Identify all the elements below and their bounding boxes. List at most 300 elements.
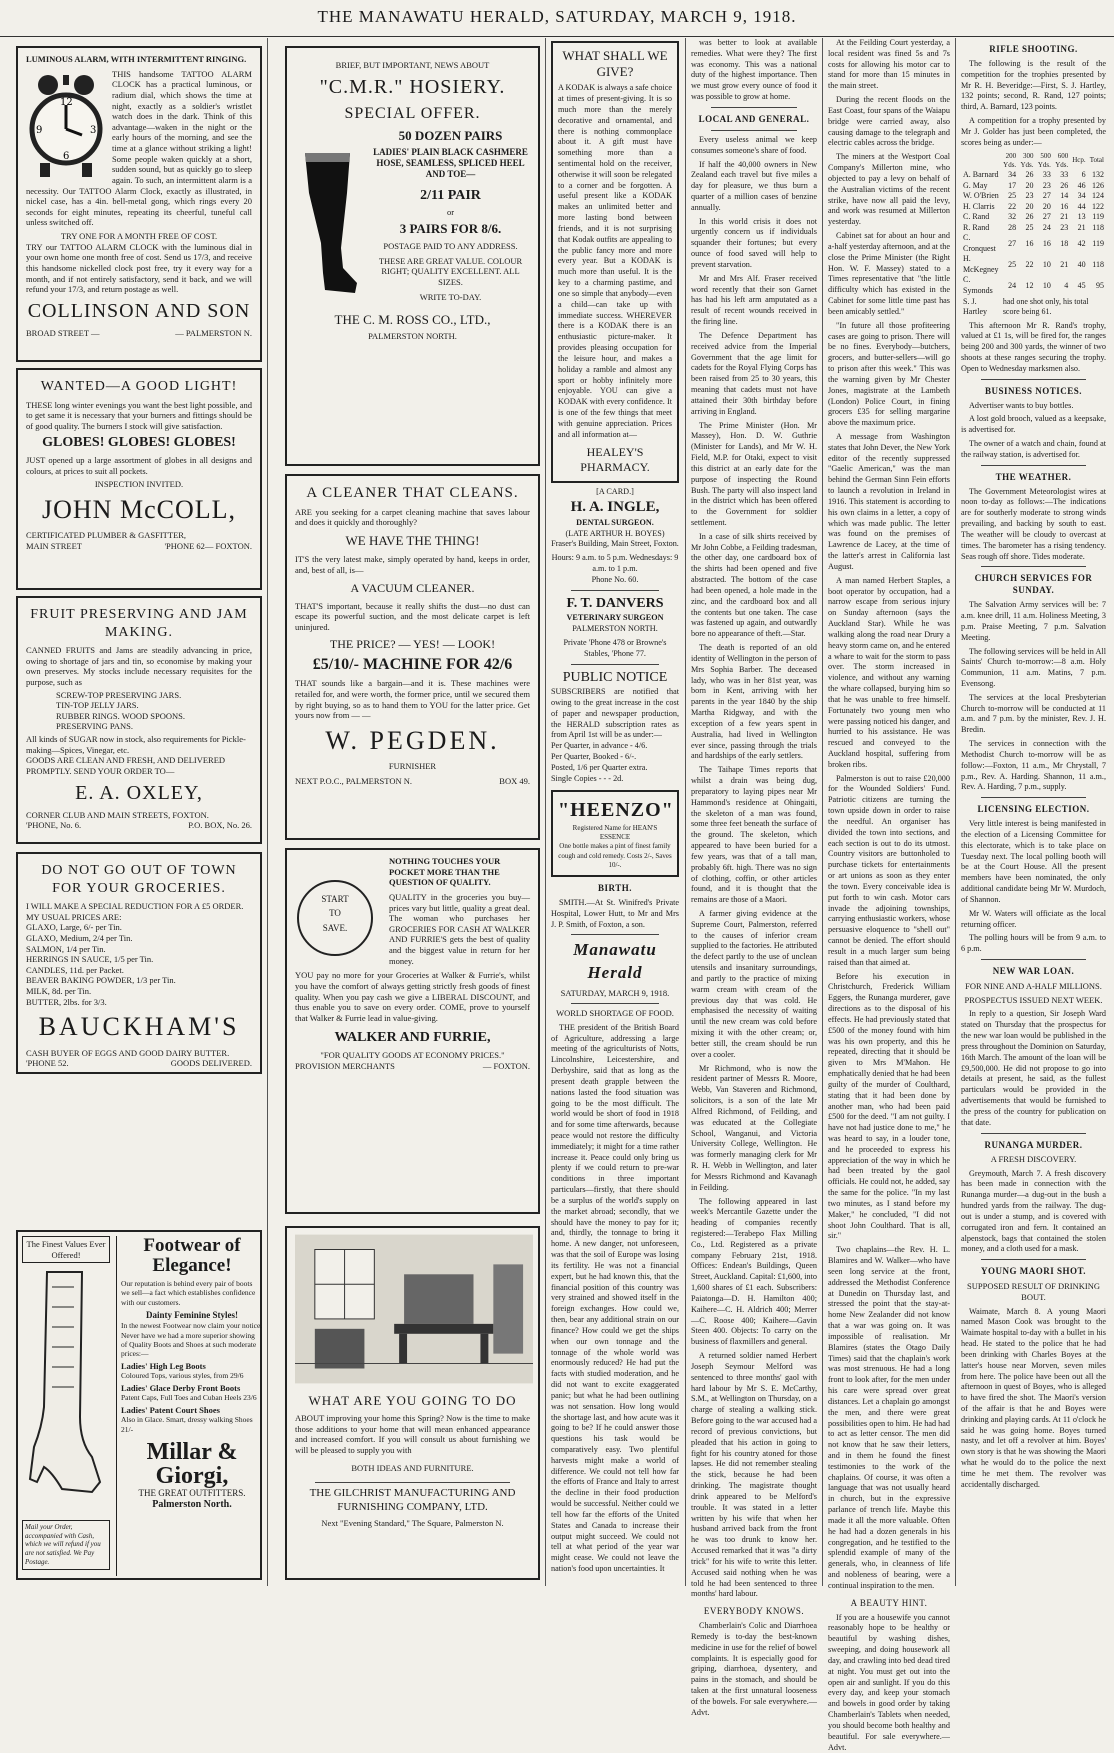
ad-body: A KODAK is always a safe choice at times of present-giving. It is so much more than the merely decorative and ornamental, and there is nothing commonplace about it. A gift must have something more than a sentimental hold on the receiver, otherwise it will soon be relegated to a corner and be forgotten. A useful present like a KODAK makes an unlimited better and more lasting bond between friends, and it is not surprising that Kodak outfits are appealing to the public fancy more and more every year. But a KODAK is much more than useful. It is the key to a charming pastime, and one so simple that anybody—even a child—can take up with immediate success. WHEREVER there is a KODAK there is an enthusiastic picture-maker. It provides pleasing occupation for the leisure hour, and makes a holiday a ramble and almost any sport or hobby infinitely more enjoyable. YOU can give a KODAK with every confidence. It is one of the few things that meet with genuine appreciation. Prices and all information at— [558, 83, 672, 439]
svg-text:6: 6 [63, 150, 70, 162]
table-cell: C. Cronquest [963, 233, 996, 253]
article-paragraph: In reply to a question, Sir Joseph Ward stated on Thursday that the prospectus for the new war loan would be published in the press throughout the Dominion on Saturday, 16th March. The amount of the loan will be £9,500,000. He did not propose to go into details at present, he said, as the fullest particulars would be provided in the advertisements that would be furnished to the press of the country for publication on that date. [961, 1009, 1107, 1127]
ad-write: WRITE TO-DAY. [419, 291, 482, 302]
ad-price: £5/10/- MACHINE FOR 42/6 [312, 656, 513, 674]
column-rule [685, 38, 686, 1586]
ad-body: QUALITY in the groceries you buy—prices vary but little, quality a great deal. The woman who purchases her GROCERIES FOR CASH AT WALKER AND FURRIE'S gets the best of quality and the biggest value in return for her money. [389, 891, 530, 966]
card-address: Fraser's Building, Main Street, Foxton. [551, 539, 679, 549]
ad-both: BOTH IDEAS AND FURNITURE. [351, 1463, 474, 1474]
ad-firm: Millar & [146, 1439, 238, 1466]
article-paragraph: The Government Meteorologist wires at noon to-day as follows:—The indications are for southerly moderate to strong winds prevailing, and backing by south to east. The weather will be cloudy to overcast at times. The barometer has a rising tendency. Seas rough off shore. Tides moderate. [961, 486, 1106, 561]
ad-firm: W. PEGDEN. [325, 725, 500, 755]
ad-dozen: 50 DOZEN PAIRS [398, 127, 503, 143]
badge-text: SAVE. [322, 922, 348, 933]
table-cell: 32 [1008, 212, 1017, 222]
ad-title: "C.M.R." HOSIERY. [319, 75, 506, 98]
table-cell: 25 [1008, 191, 1017, 201]
card-title: VETERINARY SURGEON [566, 613, 664, 623]
svg-text:12: 12 [60, 96, 73, 108]
table-cell: 20 [1042, 201, 1051, 211]
table-cell: 21 [1060, 212, 1069, 222]
article-subheading: PROSPECTUS ISSUED NEXT WEEK. [964, 995, 1103, 1006]
column-3 [551, 38, 679, 1583]
heenzo-advertisement [551, 790, 679, 877]
dentist-card [551, 487, 679, 586]
table-cell: 25 [1025, 222, 1034, 232]
room-interior-icon [295, 1234, 533, 1384]
column-4 [691, 38, 817, 1717]
newspaper-date: SATURDAY, MARCH 9, 1918. [560, 988, 670, 999]
article-paragraph: THE president of the British Board of Agriculture, addressing a large meeting of the agriculturists of Notts, Lincolnshire, Leicestershire, and Derbyshire, said that as long as the present death grapple between the nations lasted the food situation was going to be the most difficult. The world would be short of food in 1918 and for some time afterwards, because peace would not restore the difficulty immediately; it might for a time rather increase it. Peace could only bring us plenty if we could return to pre-war conditions in three important particulars—firstly, that there should be a surplus of the world's supply on the market abroad; secondly, that we should have the money to pay for it; and, thirdly, the tonnage to bring it home. A new danger, not unforeseen, was that the soil of Europe was losing its fertility. He was not a financial expert, but he had known this, that the financial position of this country was very strained and showed itself in the foreign exchanges. How could we, then, bear any additional strain on our finance? How could we get the ships when our own tonnage and the tonnage of the whole world was enormously reduced? He had put the facts with studied moderation, and he did not want to excite exaggerated panic; but what he had been outlining was not sensation. How long would the shortage last, and how acute was it going to be? If he could answer those questions his task would be comparatively easy. Two plentiful harvests might make a world of difference. We could not tell how far the efforts of France and Italy to arrest the decline in their food production would be successful. Neither could we tell how far the efforts of the United States and Canada to increase their output might succeed. We could not tell at what period of the year war might cease. We could not leave the nation's food upon uncertainties. It [551, 1022, 679, 1574]
ad-left: 'PHONE 52. [26, 1058, 69, 1069]
table-cell: 14 [1060, 191, 1069, 201]
ad-inspection: INSPECTION INVITED. [94, 479, 184, 490]
ad-title: WHAT ARE YOU GOING TO DO [308, 1392, 517, 1408]
table-header: 500 Yds. [1037, 151, 1051, 169]
table-header: 200 Yds. [1003, 151, 1017, 169]
table-row [961, 275, 1106, 296]
article-paragraph: In a case of silk shirts received by Mr John Cobbe, a Feilding tradesman, the other day, one cardboard box of the shirts had been opened and five abstracted. The bottom of the case had been opened, a hole made in the zinc, and the cardboard box and all the contents but one taken. The case was fastened up again, and outwardly bore no appearance of theft.—Star. [691, 531, 817, 639]
table-cell: 26 [1060, 180, 1069, 190]
column-rule [822, 38, 823, 1586]
column-rule [267, 38, 268, 1586]
section-heading: RIFLE SHOOTING. [989, 44, 1078, 54]
ad-title: Footwear of [143, 1235, 241, 1256]
table-cell: W. O'Brien [963, 191, 999, 201]
ad-firm: THE GILCHRIST MANUFACTURING AND FURNISHING COMPANY, LTD. [309, 1487, 516, 1513]
article-paragraph: The Salvation Army services will be: 7 a.m. knee drill, 11 a.m. Holiness Meeting, 3 p.m. Praise Meeting, 7 p.m. Salvation Meeting. [961, 600, 1106, 642]
article-paragraph: A lost gold brooch, valued as a keepsake, is advertised for. [961, 414, 1106, 435]
article-paragraph: The Taihape Times reports that whilst a drain was being dug, preparatory to laying pipes near Mr Hammond's residence at Ohingaiti, the skeleton of a man was found, some three feet beneath the surface of the ground. The skeleton, which appeared to have been buried for a few years, was that of a tall man, probably 6ft. high. There was no sign of clothing, coffin, or other articles found, and it is thought that the remains are those of a Maori. [691, 765, 817, 905]
column-rule [545, 38, 546, 1586]
table-cell: 23 [1042, 180, 1051, 190]
ad-or: or [446, 207, 455, 218]
table-cell: 6 [1081, 169, 1086, 179]
table-cell: 23 [1060, 222, 1069, 232]
ad-item: SCREW-TOP PRESERVING JARS. [56, 689, 182, 700]
ad-heading: Ladies' High Leg Boots [121, 1360, 206, 1371]
ad-item: PRESERVING PANS. [56, 721, 133, 732]
article-paragraph: Two chaplains—the Rev. H. L. Blamires and W. Walker—who have seen long service at the front, addressed the Methodist Conference at Dunedin on Thursday last, and stressed the point that the stay-at-home New Zealander did not know that a war was going on. It was impossible of realisation. Mr Blamires (states the Otago Daily Times) said that the chaplain's work was most strenuous. He had a long front to look after, for the men under his care were spread over great distances. Let a chaplain go amongst the men, and there were great possibilities open to him. He had had to act as letter censor. The men did not know that he saw their letters, and in them he found the finest testimonies to the work of the chaplains. Of course, it was often a language that was not usually heard in church, but in the expressive parlance of trench life. Maybe this made it all the more valuable. Often he had had a dozen generals in his congregation, and he testified to the splendid example of many of the generals, who, in cleanness of life and nobleness of bearing, were a continual inspiration to the men. [828, 1245, 950, 1590]
ad-left: 'PHONE, No. 6. [26, 820, 82, 831]
ad-intro: I WILL MAKE A SPECIAL REDUCTION FOR A £5 ORDER. MY USUAL PRICES ARE: [26, 901, 244, 922]
ad-right: BOX 49. [499, 776, 530, 786]
stocking-icon [295, 148, 365, 298]
table-cell: R. Rand [963, 222, 990, 232]
table-cell: 124 [1092, 191, 1104, 201]
table-cell: 122 [1092, 201, 1104, 211]
table-cell: 46 [1077, 180, 1086, 190]
section-heading: RUNANGA MURDER. [984, 1139, 1083, 1150]
ad-body: JUST opened up a large assortment of globes in all designs and colours, at prices to suit all pockets. [26, 454, 252, 476]
ad-body: Patent Caps, Full Toes and Cuban Heels 23/6 [121, 1393, 257, 1403]
section-heading: YOUNG MAORI SHOT. [980, 1266, 1087, 1277]
table-cell: 40 [1077, 259, 1086, 269]
article-paragraph: During the recent floods on the East Coast, four spans of the Waiapu bridge were carried away, also causing damage to the telegraph and electric cables across the bridge. [828, 95, 950, 148]
article-paragraph: A competition for a trophy presented by Mr J. Golder has just been completed, the scores being as under:— [961, 116, 1106, 147]
table-cell: H. Clarris [963, 201, 995, 211]
table-cell: 33 [1060, 169, 1069, 179]
newspaper-masthead: Manawatu Herald [573, 940, 657, 982]
table-cell: had one shot only, his total score being 61. [1002, 296, 1089, 317]
article-paragraph: Mr and Mrs Alf. Fraser received word recently that their son Garnet has had his left arm amputated as a result of recent wounds received in the firing line. [691, 273, 817, 327]
ad-title: A CLEANER THAT CLEANS. [306, 485, 519, 501]
ad-body: THAT sounds like a bargain—and it is. These machines were retailed for, and were worth, the former price, until we secured them by right buying, so as to hand them to YOU for the latter price. Get yours now from — — [295, 678, 530, 721]
table-cell: 16 [1025, 238, 1034, 248]
article-paragraph: The Prime Minister (Hon. Mr Massey), Hon. D. W. Guthrie (Minister for Lands), and Mr W. H. Field, M.P. for Otaki, expect to visit this district at an early date for the purpose of inspecting the Round Bush. The party will also inspect land in the district which has been offered to the Government for soldier settlement. [691, 420, 817, 527]
price-item: GLAXO, Medium, 2/4 per Tin. [26, 932, 133, 943]
table-cell: 44 [1077, 201, 1086, 211]
article-paragraph: This afternoon Mr R. Rand's trophy, valued at £1 1s, will be fired for, the ranges being 200 and 300 yards, the winner of two shoots at these ranges securing the trophy. Open to Wednesday marksmen also. [961, 320, 1106, 373]
ad-firm: WALKER AND FURRIE, [334, 1030, 491, 1046]
table-cell: 13 [1077, 212, 1086, 222]
table-cell: C. Rand [963, 212, 990, 222]
notice-body: SUBSCRIBERS are notified that owing to the great increase in the cost of paper and newspaper production, the HERALD subscription rates as from April 1st will be as under:— [551, 687, 679, 740]
ad-heading: Ladies' Patent Court Shoes [121, 1404, 220, 1415]
ad-firm: JOHN McCOLL, [42, 494, 236, 524]
table-cell: 12 [1025, 280, 1034, 290]
ad-left: MAIN STREET [26, 540, 82, 551]
lighting-advertisement [16, 368, 262, 590]
ad-body: THIS handsome TATTOO ALARM CLOCK has a practical luminous, or radium dial, which shows the time at night, exactly as a soldier's wristlet watch does in the dark. Think of this advantage—waken in the night or the early hours of the morning, and see the time at a glance without striking a light! Some people waken quickly at a short, sudden sound, but as quickly go to sleep again. To such, an intermittent alarm is a necessity. Our TATTOO Alarm Clock, exactly as illustrated, in nickel case, has a 4in. bell-metal gong, which rings every 20 seconds for eight minutes, repeating its cheerful, tuneful call unless switched off. [26, 68, 252, 228]
table-header: Total [1089, 156, 1104, 165]
card-hours: Hours: 9 a.m. to 5 p.m. Wednesdays: 9 a.m. to 1 p.m. [551, 553, 679, 574]
table-cell: 22 [1008, 201, 1017, 211]
ad-title: FRUIT PRESERVING AND JAM MAKING. [30, 607, 248, 640]
notice-rate: Per Quarter, in advance - 4/6. [551, 741, 648, 751]
article-paragraph: The following is the result of the competition for the trophies presented by Mr R. H. Beveridge:—First, S. J. Hartley, 132 points; second, R. Rand, 127 points; third, A. Barnard, 123 points. [961, 58, 1106, 112]
article-paragraph: The Defence Department has received advice from the Imperial Government that the age limit for cadets for the Royal Flying Corps has been raised from 25 to 30 years, this meaning that cadets must not have attained their 30th birthday before arriving in England. [691, 330, 817, 416]
card-label: [A CARD.] [596, 487, 634, 497]
ad-left: PROVISION MERCHANTS [295, 1060, 395, 1071]
ad-firm: BAUCKHAM'S [38, 1012, 240, 1042]
notice-title: PUBLIC NOTICE [562, 669, 668, 685]
svg-text:9: 9 [36, 124, 43, 136]
table-cell: 34 [1008, 169, 1017, 179]
walker-furrie-advertisement [285, 848, 540, 1214]
table-cell: S. J. Hartley [963, 296, 987, 317]
table-cell: 27 [1042, 212, 1051, 222]
table-cell: 16 [1060, 201, 1069, 211]
article-paragraph: At the Feilding Court yesterday, a local resident was fined 5s and 7s costs for allowing his motor car to stand for more than 15 minutes in the main street. [828, 38, 950, 91]
ad-town: PALMERSTON NORTH. [368, 331, 457, 342]
article-paragraph: Mr Richmond, who is now the resident partner of Messrs R. Moore, Webb, Van Staveren and Richmond, solicitors, is a son of the late Mr Alfred Richmond, of Feilding, and was educated at the Collegiate School, Wanganui, and Victoria University College, Wellington. He was formerly managing clerk for Mr R. H. Webb in Wellington, and later for Messrs Richmond and Kavanagh in Feilding. [691, 1063, 817, 1192]
ad-offer: TRY ONE FOR A MONTH FREE OF COST. [60, 231, 218, 241]
grocery-advertisement [16, 852, 262, 1074]
hosiery-advertisement [285, 46, 540, 466]
table-cell: 24 [1042, 222, 1051, 232]
table-cell: 33 [1042, 169, 1051, 179]
ad-body: ARE you seeking for a carpet cleaning machine that saves labour and does it quickly and thoroughly? [295, 506, 530, 528]
ad-desc: LADIES' PLAIN BLACK CASHMERE HOSE, SEAMLESS, SPLICED HEEL AND TOE— [373, 146, 528, 180]
svg-text:3: 3 [90, 124, 97, 136]
ad-body: YOU pay no more for your Groceries at Walker & Furrie's, whilst you have the comfort of always getting strictly fresh goods of finest quality. When you pay cash we give a LIBERAL DISCOUNT, and thus enable you to save on every order. COME, prove to yourself that Walker & Furrie lead in value-giving. [295, 970, 530, 1023]
ad-body: In the newest Footwear now claim your notice. Never have we had a more superior showing of Quality Boots and Shoes at such moderate prices:— [121, 1321, 263, 1359]
notice-rate: Posted, 1/6 per Quarter extra. [551, 762, 648, 772]
table-cell: 118 [1092, 222, 1104, 232]
article-paragraph: A returned soldier named Herbert Joseph Seymour Melford was sentenced to three months' gaol with hard labour by Mr S. E. McCarthy, S.M., at Wellington on Thursday, on a charge of stealing a walking stick. Before going to the war accused had a record of previous convictions, but pleaded that his action in going to fight for his country atoned for those lapses. He did not remember stealing the stick, because he had been drinking. The magistrate thought drink appeared to be Melford's trouble. It was stated in a letter written by his wife that when her husband arrived back from the front he was too drunk to know her. Accused remarked that it was "a dirty trick" for his wife to write this letter. Accused said nothing when he was told he had been sentenced to three months' hard labour. [691, 1351, 817, 1599]
ad-price: 2/11 PAIR [420, 187, 481, 203]
ad-item: TIN-TOP JELLY JARS. [56, 700, 139, 711]
ad-sub: CERTIFICATED PLUMBER & GASFITTER, [26, 530, 187, 541]
ad-tag: The Finest Values Ever Offered! [22, 1236, 110, 1263]
score-table [961, 152, 1106, 318]
ad-address: Next "Evening Standard," The Square, Palmerston N. [321, 1517, 504, 1528]
table-row [961, 297, 1106, 318]
ad-slogan: "FOR QUALITY GOODS AT ECONOMY PRICES." [320, 1049, 505, 1060]
table-cell: C. Symonds [963, 275, 993, 295]
article-subheading: SUPPOSED RESULT OF DRINKING BOUT. [967, 1281, 1100, 1303]
article-paragraph: If you are a housewife you cannot reasonably hope to be healthy or beautiful by washing dishes, sweeping, and doing housework all day, and crawling into bed dead tired at night. You must get out into the open air and sunlight. If you do this every day, and keep your stomach and bowels in good order by taking Chamberlain's Tablets when needed, you should become both healthy and beautiful. For sale everywhere.—Advt. [828, 1612, 950, 1752]
table-cell: 45 [1077, 280, 1086, 290]
card-phone: Private 'Phone 478 or Browne's Stables, 'Phone 77. [563, 637, 667, 658]
ad-body: Also in Glace. Smart, dressy walking Shoes 21/- [121, 1415, 253, 1434]
table-header [961, 152, 1001, 170]
ad-title: WHAT SHALL WE GIVE? [562, 48, 668, 79]
article-paragraph: The miners at the Westport Coal Company's Millerton mine, who objected to pay a levy on behalf of the Australian victims of the recent strike, have now all paid the levy, and work was resumed at Millerton yesterday. [828, 152, 950, 227]
table-header: 300 Yds. [1020, 151, 1034, 169]
section-heading: LICENSING ELECTION. [977, 804, 1090, 815]
article-paragraph: A message from Washington states that John Dever, the New York editor of the recently suppressed "Gaelic American," was the man behind the German Sinn Fein efforts to launch a revolution in Ireland in 1916. This statement is according to his own claims in a letter, a copy of which was made public. The letter was found on the premises of Lawrence de Lacey, at the time of the latter's arrest in California last August. [828, 431, 950, 571]
article-heading: WORLD SHORTAGE OF FOOD. [556, 1008, 674, 1019]
table-row [961, 202, 1106, 213]
vacuum-cleaner-advertisement [285, 474, 540, 840]
clock-advertisement [16, 46, 262, 362]
section-heading: BIRTH. [598, 883, 632, 894]
public-notice [551, 669, 679, 785]
gilchrist-furniture-advertisement [285, 1226, 540, 1580]
article-paragraph: The services in connection with the Methodist Church to-morrow will be as follow:—Foxton, 11 a.m., Mr Chrystall, 7 p.m., Rev. A. Harding. Shannon, 11 a.m., Rev. A. Harding, 7 p.m., supply. [961, 739, 1106, 792]
table-cell: 25 [1008, 259, 1017, 269]
ad-firm: E. A. OXLEY, [75, 781, 203, 804]
ad-body: One bottle makes a pint of finest family cough and cold remedy. Costs 2/-, Saves 10/-. [558, 842, 672, 869]
ad-sub: Registered Name for HEAN'S ESSENCE [572, 823, 658, 842]
table-cell: 20 [1025, 201, 1034, 211]
ad-heading: Ladies' Glace Derby Front Boots [121, 1382, 241, 1393]
ad-intro: Our reputation is behind every pair of boots we sell—a fact which establishes confidence with our customers. [121, 1278, 256, 1307]
ad-title: WANTED—A GOOD LIGHT! [40, 379, 238, 394]
card-phone: Phone No. 60. [591, 574, 639, 584]
table-cell: 26 [1025, 169, 1034, 179]
price-item: BUTTER, 2lbs. for 3/3. [26, 996, 107, 1007]
ad-title: DO NOT GO OUT OF TOWN FOR YOUR GROCERIES. [41, 863, 237, 896]
ad-title: LUMINOUS ALARM, WITH INTERMITTENT RINGING. [26, 54, 247, 64]
ad-body: ABOUT improving your home this Spring? Now is the time to make those additions to your home that will mean enhanced appearance and increased comfort. If you will consult us about furnishing we will be pleased to supply you with [295, 1412, 530, 1455]
table-cell: 34 [1077, 191, 1086, 201]
ad-body: All kinds of SUGAR now in stock, also requirements for Pickle-making—Spices, Vinegar, etc. [26, 734, 246, 755]
table-cell: 22 [1025, 259, 1034, 269]
table-cell: 42 [1077, 238, 1086, 248]
article-paragraph: Mr W. Waters will officiate as the local returning officer. [961, 908, 1106, 929]
table-row [961, 170, 1106, 181]
table-cell: 126 [1092, 180, 1104, 190]
ad-head: NOTHING TOUCHES YOUR POCKET MORE THAN THE QUESTION OF QUALITY. [389, 856, 501, 888]
ad-kicker: BRIEF, BUT IMPORTANT, NEWS ABOUT [335, 60, 490, 70]
article-paragraph: SMITH.—At St. Winifred's Private Hospital, Lower Hutt, to Mr and Mrs J. P. Smith, of Foxton, a son. [551, 897, 679, 929]
ad-post: POSTAGE PAID TO ANY ADDRESS. [383, 241, 518, 251]
table-cell: A. Barnard [963, 169, 999, 179]
ad-firm: Giorgi, [155, 1463, 229, 1490]
table-cell: 18 [1060, 238, 1069, 248]
badge-text: START [321, 894, 349, 904]
section-heading: BUSINESS NOTICES. [984, 385, 1083, 396]
table-row [961, 191, 1106, 202]
price-item: HERRINGS IN SAUCE, 1/5 per Tin. [26, 954, 154, 965]
table-cell: 20 [1025, 180, 1034, 190]
article-paragraph: The polling hours will be from 9 a.m. to 6 p.m. [961, 933, 1106, 954]
ad-firm: COLLINSON AND SON [27, 299, 251, 322]
card-name: H. A. INGLE, [570, 499, 660, 515]
ad-sub: CORNER CLUB AND MAIN STREETS, FOXTON. [26, 809, 209, 820]
article-paragraph: The owner of a watch and chain, found at the railway station, is advertised for. [961, 439, 1106, 459]
ad-firm: THE C. M. ROSS CO., LTD., [334, 312, 491, 328]
ad-right: 'PHONE 62— FOXTON. [164, 540, 252, 551]
ad-mail-note: Mail your Order, accompanied with Cash, which we will refund if you are not satisfied. We Pay Postage. [22, 1520, 110, 1570]
article-paragraph: Very little interest is being manifested in the election of a Licensing Committee for this electorate, which is to take place on Tuesday next. The local polling booth will be at the Court House. All the present members have been nominated, the only additional candidate being Mr W. Murdoch, of Shannon. [961, 819, 1106, 904]
column-6 [961, 38, 1106, 1583]
section-heading: THE WEATHER. [995, 471, 1072, 482]
start-to-save-badge [297, 880, 373, 956]
table-cell: H. McKegney [963, 254, 999, 274]
article-paragraph: The death is reported of an old identity of Wellington in the person of Mrs Sophia Barber. The deceased lady, who was in her 81st year, was born in Kent, arriving with her parents in the year 1840 by the ship Martha Ridgway, and with the exception of a few years spent in Australia, had lived in Wellington ever since, passing through the trials and hardships of the early settlers. [691, 643, 817, 761]
table-cell: 118 [1092, 259, 1104, 269]
notice-rate: Per Quarter, Booked - 6/-. [551, 751, 637, 761]
table-cell: 10 [1042, 280, 1051, 290]
table-cell: 27 [1008, 238, 1017, 248]
ad-right: — PALMERSTON N. [175, 327, 252, 338]
table-cell: 23 [1025, 191, 1034, 201]
ad-town: Palmerston North. [152, 1499, 232, 1511]
section-heading: LOCAL AND GENERAL. [698, 113, 810, 124]
section-heading: EVERYBODY KNOWS. [703, 1606, 805, 1617]
table-row [961, 181, 1106, 192]
table-cell: 10 [1042, 259, 1051, 269]
ad-title: "HEENZO" [558, 799, 674, 822]
ad-offer: SPECIAL OFFER. [344, 104, 481, 122]
table-cell: 27 [1042, 191, 1051, 201]
price-list [26, 922, 252, 1007]
ladies-boot-icon [22, 1267, 102, 1517]
table-cell: 21 [1077, 222, 1086, 232]
ad-title: Elegance! [152, 1254, 232, 1276]
ad-value: THESE ARE GREAT VALUE. COLOUR RIGHT; QUALITY EXCELLENT. ALL SIZES. [378, 255, 523, 287]
column-5 [828, 38, 950, 1752]
ad-price: 3 PAIRS FOR 8/6. [399, 220, 502, 236]
article-paragraph: In this world crisis it does not urgently concern us if individuals squander their fortunes; but every ounce of food saved will help to prevent starvation. [691, 216, 817, 269]
table-row [961, 254, 1106, 275]
ad-heading: Dainty Feminine Styles! [146, 1310, 238, 1320]
table-header: 600 Yds. [1055, 151, 1069, 169]
article-paragraph: Chamberlain's Colic and Diarrhoea Remedy is to-day the best-known medicine in use for the relief of bowel complaints. It is especially good for griping, diarrhoea, dysentery, and pains in the stomach, and should be taken at the first unnatural looseness of the bowels. For sale everywhere.—Advt. [691, 1621, 817, 1717]
section-heading: CHURCH SERVICES FOR SUNDAY. [974, 573, 1093, 596]
card-town: PALMERSTON NORTH. [572, 624, 658, 634]
table-cell: G. May [963, 180, 988, 190]
column-rule [955, 38, 956, 1586]
ad-left: NEXT P.O.C., PALMERSTON N. [295, 776, 412, 786]
article-paragraph: Greymouth, March 7. A fresh discovery has been made in connection with the Runanga murder—a dug-out in the bush a hundred yards from the railway. The dug-out is under a stump, and is covered with corrugated iron and fern. It contained an alpenstock, bags that contained the stolen money, and a cloth used for a mask. [961, 1168, 1106, 1254]
ad-body: IT'S the very latest make, simply operated by hand, keeps in order, and, best of all, is— [295, 554, 530, 575]
article-paragraph: A farmer giving evidence at the Supreme Court, Palmerston, referred to the causes of inferior cream supplied to the factories. He attributed the defect partly to the use of unclean utensils and insanitary surroundings, and partly to the practice of mixing warm cream with cream of the previous day that was cold. He emphasised the necessity of waiting until the new cream was cold before mixing it with the other cream; or, better still, the cream should be run over a cooler. [691, 908, 817, 1059]
price-item: GLAXO, Large, 6/- per Tin. [26, 922, 122, 933]
table-cell: 24 [1008, 280, 1017, 290]
ad-item: RUBBER RINGS. WOOD SPOONS. [56, 710, 186, 721]
page-masthead: THE MANAWATU HERALD, SATURDAY, MARCH 9, 1918. [0, 0, 1114, 37]
ad-body: THESE long winter evenings you want the best light possible, and to get same it is necessary that your burners and fittings should be of good quality. The burners I stock will give satisfaction. [26, 399, 252, 431]
table-cell: 119 [1092, 212, 1104, 222]
table-row [961, 233, 1106, 254]
table-header-row [961, 152, 1106, 170]
article-paragraph: Waimate, March 8. A young Maori named Mason Cook was brought to the Waimate hospital to-day with a bullet in his head. He stated to the police that he had been drinking with Charles Boyes at the latter's house near Morven, seven miles from here. The police have been out all the afternoon in quest of Boyes, who is alleged to have fired the shot. The Maori's version of the affair is that he and Boyes were drinking and playing cards. At 11 o'clock he said he was going home. Boyes turned nasty, and let off a revolver at him. Boyes' own story is that he was showing the Maori what he would do to the police the next time he met them. The revolver was accidentally discharged. [961, 1306, 1106, 1489]
jam-making-advertisement [16, 596, 262, 844]
table-row [961, 223, 1106, 234]
card-title: DENTAL SURGEON. [576, 517, 654, 527]
ad-body: GOODS ARE CLEAN AND FRESH, AND DELIVERED PROMPTLY. SEND YOUR ORDER TO— [26, 755, 226, 776]
ad-offer-body: TRY our TATTOO ALARM CLOCK with the luminous dial in your own home one month free of cost. Send us 17/3, and receive this handsome nickelled clock post free, try it every way for a month, and if not entirely satisfactory, send it back, and we will refund your 17/3, and return postage as well. [26, 241, 252, 295]
price-item: BEAVER BAKING POWDER, 1/3 per Tin. [26, 975, 176, 986]
kodak-advertisement [551, 41, 679, 483]
footwear-advertisement [16, 1230, 262, 1580]
ad-firm: HEALEY'S PHARMACY. [580, 444, 650, 475]
table-cell: 26 [1025, 212, 1034, 222]
section-heading: NEW WAR LOAN. [992, 966, 1075, 977]
table-cell: 95 [1096, 280, 1104, 290]
table-cell: 21 [1060, 259, 1069, 269]
ad-sub: FURNISHER [388, 761, 437, 772]
ad-left: BROAD STREET — [26, 327, 100, 338]
ad-sub: CASH BUYER OF EGGS AND GOOD DAIRY BUTTER. [26, 1047, 230, 1058]
card-name: F. T. DANVERS [566, 595, 664, 611]
ad-body: THAT'S important, because it really shifts the dust—no dust can escape its powerful suction, and the most delicate carpet is left uninjured. [295, 600, 530, 632]
article-paragraph: The following services will be held in All Saints' Church to-morrow:—8 a.m. Holy Communion, 11 a.m. Matins, 7 p.m. Evensong. [961, 646, 1106, 688]
ad-body: Coloured Tops, various styles, from 29/6 [121, 1371, 244, 1381]
ad-vacuum: A VACUUM CLEANER. [350, 580, 475, 595]
article-paragraph: Cabinet sat for about an hour and a-half yesterday afternoon, and at the close the Prime Minister (the Right Hon. W. F. Massey) stated to a Times representative that "the little difficulty which has existed in the Cabinet for some little time past has been amicably settled." [828, 231, 950, 316]
table-cell: 4 [1064, 280, 1069, 290]
alarm-clock-icon [26, 71, 106, 181]
article-paragraph: If half the 40,000 owners in New Zealand each travel but five miles a day for pleasure, we thus burn a quarter of a million cases of benzine annually. [691, 159, 817, 212]
table-cell: 17 [1008, 180, 1017, 190]
article-paragraph: The following appeared in last week's Mercantile Gazette under the heading of companies recently registered:—Terabepo Flax Milling Co., Ltd. Registered as a private company February 21st, 1918. Offices: Endean's Buildings, Queen Street, Auckland. Capital: £1,600, into 1,600 shares of £1 each. Subscribers: Paiatonga—D. H. Hamilton 400; Kaihere—C. H. Aldrich 400; Merrer—C. Roose 400; Kaihere—Gavin Steen 400. Objects: To carry on the business of flaxmillers and general. [691, 1196, 817, 1347]
article-paragraph: Palmerston is out to raise £20,000 for the Wounded Soldiers' Fund. Patriotic citizens are turning the town upside down in order to raise the needful. An organiser has divided the town into sections, and each section is out to do its utmost. Country visitors are buttonholed to purchase tickets for entertainments or art unions as soon as they enter the town. Every conceivable idea is put forth to win cash. Motor cars invade the adjoining townships, carrying enthusiastic workers, whose persuasive eloquence to "shell out" cannot be denied. The effort should result in a much larger sum being raised than that aimed at. [828, 773, 950, 967]
article-paragraph: The services at the local Presbyterian Church to-morrow will be conducted at 11 a.m. and 7 p.m. by the minister, Rev. J. H. Bredin. [961, 692, 1106, 735]
table-cell: 28 [1008, 222, 1017, 232]
vet-card [551, 595, 679, 660]
table-cell: 16 [1042, 238, 1051, 248]
ad-globes: GLOBES! GLOBES! GLOBES! [42, 435, 236, 451]
section-heading: A BEAUTY HINT. [850, 1597, 928, 1608]
article-subheading: A FRESH DISCOVERY. [990, 1154, 1077, 1165]
price-item: SALMON, 1/4 per Tin. [26, 943, 106, 954]
article-paragraph: "In future all those profiteering cases are going to prison. There will be no fines. Everybody—butchers, grocers, and butter-sellers—will go to prison after this week." This was the warning given by Mr Chester Jones, magistrate at the Lambeth (London) Police Court, in fining grocers £35 for selling margarine above the maximum price. [828, 320, 950, 428]
ad-have: WE HAVE THE THING! [345, 533, 480, 548]
notice-rate: Single Copies - - - 2d. [551, 773, 624, 783]
table-cell: 119 [1092, 238, 1104, 248]
ad-right: GOODS DELIVERED. [170, 1058, 252, 1069]
article-paragraph: Before his execution in Christchurch, Frederick William Eggers, the Runanga murderer, gave directions as to the disposal of his effects. He had previously stated that £500 of the money found with him was his own property, and this he repeated, directing that it should be given to Mrs M'Mahon. He emphatically denied that he had been guilty of the murder of Coulthard, stating that it had been done by another man, who had been paid £500 for the deed. "I am not guilty. I have not had justice done to me," he was heard to say, in a louder tone, and he proceeded to express his appreciation of the way in which he had been treated by the gaol officials. He could not, he added, say the same for the police. "In my last two minutes, as I stand before my Maker," he concluded, "I did not shoot John Coulthard. That is all, sir." [828, 971, 950, 1241]
table-header: Hcp. [1072, 156, 1086, 165]
article-paragraph: Every useless animal we keep consumes someone's share of food. [691, 134, 817, 155]
ad-right: P.O. BOX, No. 26. [188, 820, 252, 831]
ad-price-question: THE PRICE? — YES! — LOOK! [329, 637, 496, 652]
ad-right: — FOXTON. [482, 1060, 530, 1071]
article-paragraph: A man named Herbert Staples, a boot operator by occupation, had a narrow escape from serious injury on Sunday afternoon (says the Auckland Star). While he was walking along the road near Drury a heavy storm came on, and he entered a whare to wait for the storm to pass over. The storm increased in violence, and without any warning the whare collapsed, burying him so that he was unable to free himself. Fortunately two young men who were passing noticed his danger, and hurried to his assistance. He was rescued and conveyed to the Auckland hospital, suffering from broken ribs. [828, 575, 950, 769]
article-subheading: FOR NINE AND A-HALF MILLIONS. [965, 980, 1102, 991]
ad-body: CANNED FRUITS and Jams are steadily advancing in price, owing to shortage of jars and tin, so economise by making your own preserves. My stocks include necessary requisites for the purpose, such as [26, 645, 252, 687]
badge-text: TO [329, 908, 341, 919]
article-paragraph: Advertiser wants to buy bottles. [969, 400, 1074, 410]
table-row [961, 212, 1106, 223]
price-item: CANDLES, 11d. per Packet. [26, 964, 124, 975]
